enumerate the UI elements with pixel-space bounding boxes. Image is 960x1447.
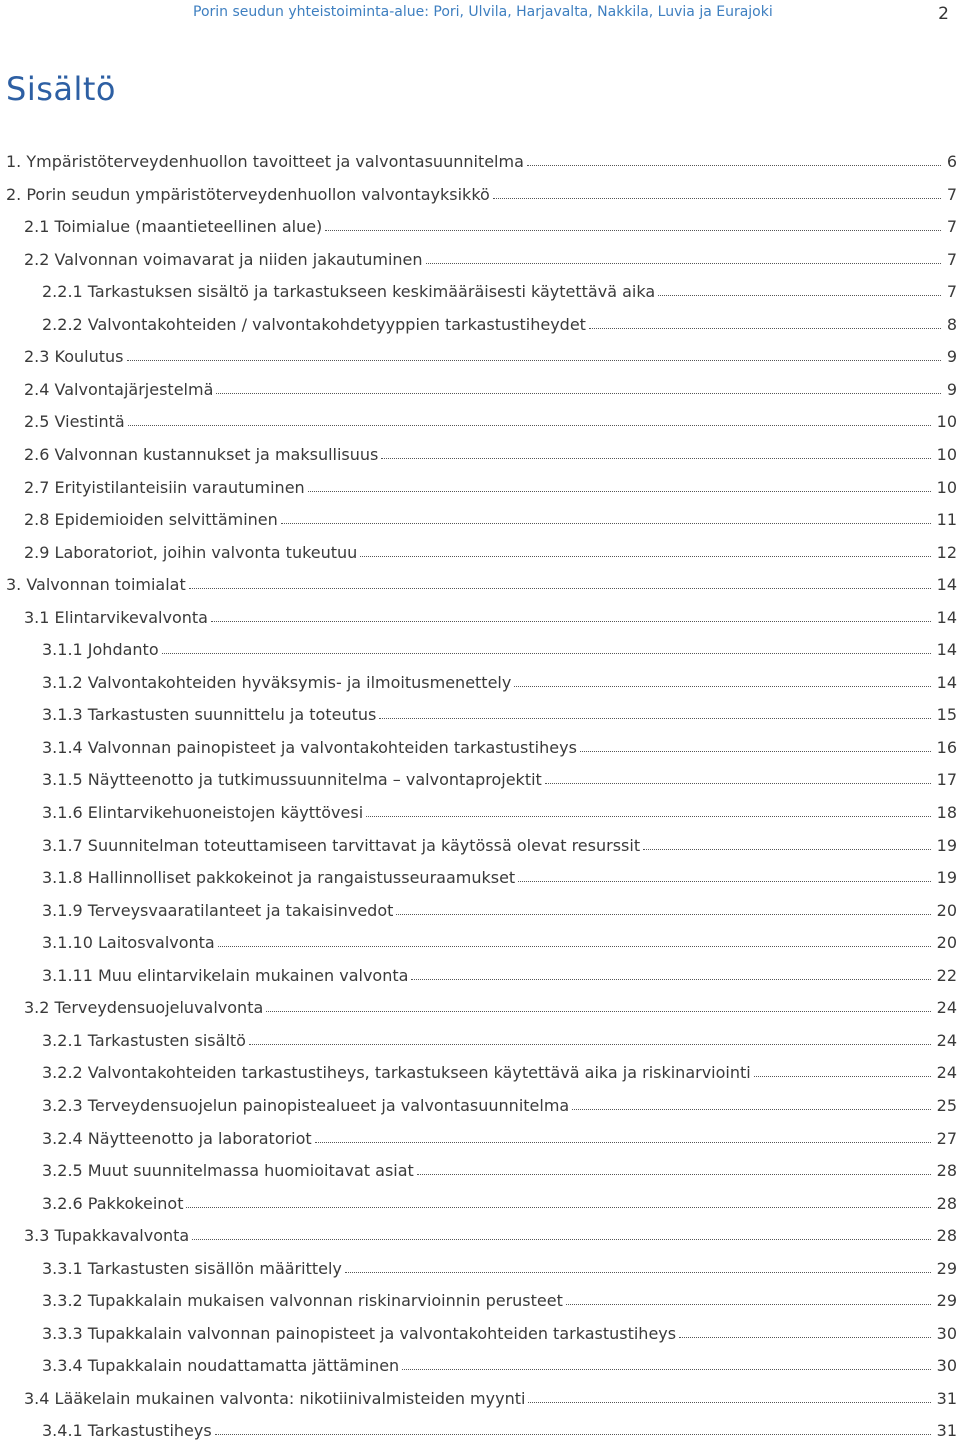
toc-dot-leader bbox=[128, 425, 931, 426]
toc-entry-page: 31 bbox=[936, 1421, 957, 1441]
toc-dot-leader bbox=[308, 491, 931, 492]
toc-entry[interactable] bbox=[24, 510, 960, 534]
toc-dot-leader bbox=[643, 849, 931, 850]
toc-dot-leader bbox=[162, 653, 931, 654]
toc-entry[interactable] bbox=[42, 738, 960, 762]
page-header bbox=[0, 4, 960, 26]
toc-entry-page: 20 bbox=[936, 900, 957, 920]
toc-entry[interactable] bbox=[6, 185, 960, 209]
toc-entry-label: 2.8 Epidemioiden selvittäminen bbox=[24, 510, 278, 530]
toc-entry[interactable] bbox=[42, 966, 960, 990]
toc-entry-page: 30 bbox=[936, 1356, 957, 1376]
toc-dot-leader bbox=[379, 718, 930, 719]
toc-entry[interactable] bbox=[24, 1389, 960, 1413]
toc-entry-label: 3.3.3 Tupakkalain valvonnan painopisteet ja valvontakohteiden tarkastustiheys bbox=[42, 1323, 677, 1343]
toc-entry-page: 31 bbox=[936, 1388, 957, 1408]
toc-entry-label: 3.2.6 Pakkokeinot bbox=[42, 1193, 184, 1213]
toc-entry-label: 3.1.4 Valvonnan painopisteet ja valvontakohteiden tarkastustiheys bbox=[42, 737, 577, 757]
toc-dot-leader bbox=[325, 230, 941, 231]
toc-entry-page: 9 bbox=[946, 379, 957, 399]
toc-entry-label: 3.1.10 Laitosvalvonta bbox=[42, 933, 215, 953]
toc-entry-label: 3.4 Lääkelain mukainen valvonta: nikotiinivalmisteiden myynti bbox=[24, 1388, 526, 1408]
toc-dot-leader bbox=[396, 914, 930, 915]
toc-dot-leader bbox=[402, 1369, 930, 1370]
toc-entry[interactable] bbox=[24, 543, 960, 567]
toc-dot-leader bbox=[580, 751, 931, 752]
toc-entry-label: 2.9 Laboratoriot, joihin valvonta tukeutuu bbox=[24, 542, 358, 562]
toc-dot-leader bbox=[360, 556, 930, 557]
toc-entry-page: 27 bbox=[936, 1128, 957, 1148]
toc-dot-leader bbox=[658, 295, 941, 296]
toc-entry[interactable] bbox=[6, 152, 960, 176]
toc-entry[interactable] bbox=[42, 1129, 960, 1153]
page-title: Sisältö bbox=[6, 70, 116, 108]
toc-entry-page: 19 bbox=[936, 835, 957, 855]
toc-entry-page: 17 bbox=[936, 770, 957, 790]
toc-entry[interactable] bbox=[6, 575, 960, 599]
toc-entry-label: 3.2.2 Valvontakohteiden tarkastustiheys, tarkastukseen käytettävä aika ja riskinarviointi bbox=[42, 1063, 751, 1083]
toc-entry-page: 8 bbox=[946, 314, 957, 334]
toc-entry-label: 1. Ympäristöterveydenhuollon tavoitteet ja valvontasuunnitelma bbox=[6, 152, 524, 171]
toc-entry-label: 3.2.4 Näytteenotto ja laboratoriot bbox=[42, 1128, 312, 1148]
toc-entry-page: 28 bbox=[936, 1193, 957, 1213]
toc-entry[interactable] bbox=[24, 412, 960, 436]
page-number: 2 bbox=[938, 4, 949, 24]
toc-entry[interactable] bbox=[42, 640, 960, 664]
toc-entry-label: 3.2.5 Muut suunnitelmassa huomioitavat asiat bbox=[42, 1161, 414, 1181]
toc-entry-label: 3.1.8 Hallinnolliset pakkokeinot ja rangaistusseuraamukset bbox=[42, 868, 516, 888]
toc-entry-label: 3. Valvonnan toimialat bbox=[6, 575, 186, 595]
toc-entry-label: 3.1.11 Muu elintarvikelain mukainen valvonta bbox=[42, 965, 409, 985]
toc-dot-leader bbox=[754, 1076, 931, 1077]
toc-dot-leader bbox=[411, 979, 930, 980]
toc-dot-leader bbox=[249, 1044, 931, 1045]
toc-dot-leader bbox=[216, 393, 940, 394]
toc-entry[interactable] bbox=[42, 282, 960, 306]
toc-entry-page: 14 bbox=[936, 575, 957, 595]
toc-entry[interactable] bbox=[42, 836, 960, 860]
toc-entry-label: 3.2.1 Tarkastusten sisältö bbox=[42, 1030, 246, 1050]
toc-entry-page: 14 bbox=[936, 640, 957, 660]
toc-entry[interactable] bbox=[42, 1291, 960, 1315]
toc-entry[interactable] bbox=[42, 705, 960, 729]
toc-entry[interactable] bbox=[42, 315, 960, 339]
toc-entry-label: 2.2 Valvonnan voimavarat ja niiden jakautuminen bbox=[24, 249, 423, 269]
toc-entry-label: 3.2.3 Terveydensuojelun painopistealueet ja valvontasuunnitelma bbox=[42, 1095, 570, 1115]
toc-entry[interactable] bbox=[42, 933, 960, 957]
toc-dot-leader bbox=[518, 881, 930, 882]
toc-dot-leader bbox=[366, 816, 930, 817]
toc-dot-leader bbox=[679, 1337, 931, 1338]
toc-entry-label: 3.1.9 Terveysvaaratilanteet ja takaisinvedot bbox=[42, 900, 394, 920]
toc-entry-page: 10 bbox=[936, 444, 957, 464]
toc-dot-leader bbox=[417, 1174, 931, 1175]
toc-dot-leader bbox=[566, 1304, 931, 1305]
toc-dot-leader bbox=[381, 458, 930, 459]
toc-dot-leader bbox=[426, 263, 941, 264]
toc-entry-page: 29 bbox=[936, 1291, 957, 1311]
toc-entry-label: 2.2.1 Tarkastuksen sisältö ja tarkastukseen keskimääräisesti käytettävä aika bbox=[42, 282, 656, 302]
toc-dot-leader bbox=[189, 588, 931, 589]
toc-entry[interactable] bbox=[42, 1194, 960, 1218]
toc-entry-page: 7 bbox=[946, 217, 957, 237]
toc-entry-page: 20 bbox=[936, 933, 957, 953]
toc-entry-page: 14 bbox=[936, 607, 957, 627]
toc-entry-page: 24 bbox=[936, 998, 957, 1018]
toc-entry-label: 2.3 Koulutus bbox=[24, 347, 124, 367]
toc-entry-label: 3.1.3 Tarkastusten suunnittelu ja toteutus bbox=[42, 705, 377, 725]
toc-dot-leader bbox=[514, 686, 930, 687]
toc-dot-leader bbox=[589, 328, 941, 329]
toc-dot-leader bbox=[215, 1434, 931, 1435]
toc-dot-leader bbox=[545, 783, 931, 784]
toc-entry-label: 3.1.1 Johdanto bbox=[42, 640, 159, 660]
toc-entry[interactable] bbox=[42, 1259, 960, 1283]
toc-entry-page: 28 bbox=[936, 1161, 957, 1181]
toc-entry-label: 3.3.1 Tarkastusten sisällön määrittely bbox=[42, 1258, 342, 1278]
toc-entry-label: 3.3 Tupakkavalvonta bbox=[24, 1226, 190, 1246]
toc-entry-label: 3.4.1 Tarkastustiheys bbox=[42, 1421, 212, 1441]
toc-entry-page: 25 bbox=[936, 1095, 957, 1115]
toc-entry[interactable] bbox=[24, 380, 960, 404]
toc-entry-page: 7 bbox=[946, 282, 957, 302]
toc-entry-page: 7 bbox=[946, 249, 957, 269]
toc-entry-page: 7 bbox=[946, 184, 957, 204]
toc-entry-label: 2.6 Valvonnan kustannukset ja maksullisuus bbox=[24, 444, 379, 464]
toc-entry[interactable] bbox=[24, 1226, 960, 1250]
toc-entry-label: 3.3.2 Tupakkalain mukaisen valvonnan riskinarvioinnin perusteet bbox=[42, 1291, 563, 1311]
toc-entry-page: 16 bbox=[936, 737, 957, 757]
toc-entry-label: 2.7 Erityistilanteisiin varautuminen bbox=[24, 477, 305, 497]
toc-entry[interactable] bbox=[42, 803, 960, 827]
header-text: Porin seudun yhteistoiminta-alue: Pori, Ulvila, Harjavalta, Nakkila, Luvia ja Eurajoki bbox=[193, 4, 773, 20]
toc-dot-leader bbox=[127, 360, 941, 361]
toc-entry-page: 14 bbox=[936, 672, 957, 692]
toc-entry-page: 10 bbox=[936, 412, 957, 432]
toc-entry-page: 9 bbox=[946, 347, 957, 367]
toc-entry[interactable] bbox=[24, 250, 960, 274]
toc-entry[interactable] bbox=[42, 1356, 960, 1380]
toc-entry[interactable] bbox=[42, 673, 960, 697]
toc-entry[interactable] bbox=[24, 998, 960, 1022]
toc-entry[interactable] bbox=[42, 1324, 960, 1348]
toc-entry[interactable] bbox=[42, 1063, 960, 1087]
toc-entry[interactable] bbox=[42, 1096, 960, 1120]
toc-entry[interactable] bbox=[42, 1421, 960, 1445]
toc-entry-page: 10 bbox=[936, 477, 957, 497]
toc-dot-leader bbox=[281, 523, 931, 524]
toc-entry-page: 22 bbox=[936, 965, 957, 985]
toc-entry-page: 11 bbox=[936, 510, 957, 530]
toc-dot-leader bbox=[192, 1239, 930, 1240]
toc-entry[interactable] bbox=[42, 901, 960, 925]
toc-entry-page: 28 bbox=[936, 1226, 957, 1246]
toc-entry-label: 2.2.2 Valvontakohteiden / valvontakohdetyyppien tarkastustiheydet bbox=[42, 314, 586, 334]
toc-entry-page: 24 bbox=[936, 1063, 957, 1083]
toc-dot-leader bbox=[528, 1402, 930, 1403]
toc-entry-page: 12 bbox=[936, 542, 957, 562]
toc-entry[interactable] bbox=[24, 217, 960, 241]
toc-entry[interactable] bbox=[42, 868, 960, 892]
toc-entry[interactable] bbox=[24, 608, 960, 632]
toc-dot-leader bbox=[315, 1142, 931, 1143]
toc-entry-label: 3.1.6 Elintarvikehuoneistojen käyttövesi bbox=[42, 803, 364, 822]
toc-entry-page: 6 bbox=[946, 152, 957, 171]
toc-entry-page: 19 bbox=[936, 868, 957, 888]
toc-dot-leader bbox=[527, 165, 941, 166]
toc-dot-leader bbox=[186, 1207, 930, 1208]
toc-entry[interactable] bbox=[24, 478, 960, 502]
toc-entry-label: 3.3.4 Tupakkalain noudattamatta jättäminen bbox=[42, 1356, 400, 1376]
toc-entry-label: 2.1 Toimialue (maantieteellinen alue) bbox=[24, 217, 323, 237]
toc-dot-leader bbox=[345, 1272, 931, 1273]
toc-entry[interactable] bbox=[42, 770, 960, 794]
toc-entry-label: 2.4 Valvontajärjestelmä bbox=[24, 379, 214, 399]
toc-dot-leader bbox=[572, 1109, 930, 1110]
toc-entry-label: 3.2 Terveydensuojeluvalvonta bbox=[24, 998, 264, 1018]
toc-dot-leader bbox=[266, 1011, 930, 1012]
toc-entry-page: 29 bbox=[936, 1258, 957, 1278]
toc-entry[interactable] bbox=[24, 347, 960, 371]
toc-entry-label: 3.1.5 Näytteenotto ja tutkimussuunnitelma – valvontaprojektit bbox=[42, 770, 542, 790]
toc-entry-label: 2.5 Viestintä bbox=[24, 412, 125, 432]
toc-entry-label: 3.1.2 Valvontakohteiden hyväksymis- ja ilmoitusmenettely bbox=[42, 672, 512, 692]
toc-entry-page: 15 bbox=[936, 705, 957, 725]
toc-entry-label: 2. Porin seudun ympäristöterveydenhuollon valvontayksikkö bbox=[6, 184, 490, 204]
toc-entry-label: 3.1.7 Suunnitelman toteuttamiseen tarvittavat ja käytössä olevat resurssit bbox=[42, 835, 641, 855]
toc-entry-page: 24 bbox=[936, 1030, 957, 1050]
toc-entry[interactable] bbox=[42, 1161, 960, 1185]
toc-entry-label: 3.1 Elintarvikevalvonta bbox=[24, 607, 208, 627]
toc-dot-leader bbox=[493, 198, 941, 199]
toc-dot-leader bbox=[211, 621, 931, 622]
toc-dot-leader bbox=[218, 946, 931, 947]
toc-entry[interactable] bbox=[24, 445, 960, 469]
toc-entry[interactable] bbox=[42, 1031, 960, 1055]
toc-entry-page: 18 bbox=[936, 803, 957, 822]
toc-entry-page: 30 bbox=[936, 1323, 957, 1343]
